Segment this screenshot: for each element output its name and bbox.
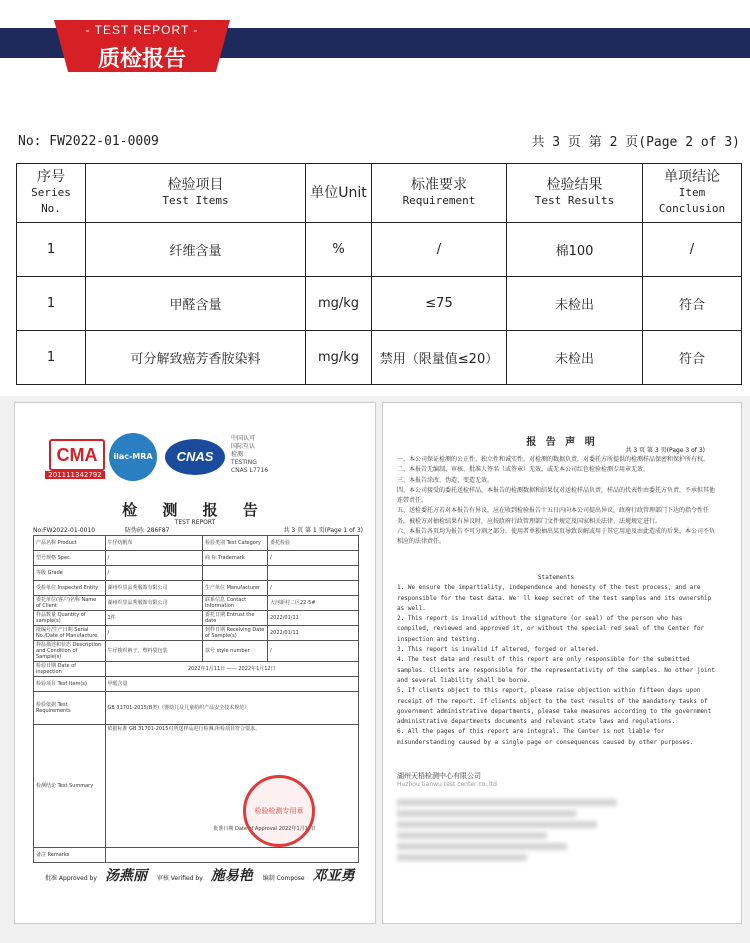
cnas-logo: CNAS [165,439,225,475]
table-row: 等级 Grade / [34,566,359,581]
page-info: 共 3 页 第 2 页(Page 2 of 3) [531,135,740,150]
banner-subtitle: - TEST REPORT - [85,23,199,37]
table-row [17,223,742,277]
header-test-results: 检验结果 Test Results [507,164,643,223]
header-test-items: 检验项目 Test Items [86,164,306,223]
table-row [17,277,742,331]
doc-subtitle: TEST REPORT [174,519,216,526]
cell: mg/kg [306,277,372,331]
statement-title: 报 告 声 明 [526,437,598,448]
cell: ≤75 [372,277,507,331]
cell: / [372,223,507,277]
cell: 未检出 [507,331,643,385]
cell: 棉100 [507,223,643,277]
doc-title: 检 测 报 告 [122,501,268,519]
ilac-mra-logo: ilac-MRA [109,433,157,481]
red-seal-stamp: 检验检测专用章 [243,775,315,847]
cell: 甲醛含量 [86,277,306,331]
cell: mg/kg [306,331,372,385]
table-row: 产品名称 Product 牛仔纺帆布 检验类别 Test Category 委托检验 [34,536,359,551]
cnas-caption: 中国认可 国际互认 检测 TESTING CNAS L7716 [231,435,269,474]
table-row: 样品描述和状态 Description and Condition of Sample(s) 牛仔梭织裤子，塑料袋包装 款号 style number / [34,641,359,662]
table-header-row [17,164,742,223]
cell: 可分解致癌芳香胺染料 [86,331,306,385]
cell: 纤维含量 [86,223,306,277]
statement-page-info: 共 3 页 第 3 页(Page 3 of 3) [625,447,705,454]
table-row [17,331,742,385]
results-table [16,163,742,385]
center-name: 湖州天梧检测中心有限公司 [397,772,481,780]
cell: 1 [17,223,86,277]
header-requirement: 标准要求 Requirement [372,164,507,223]
table-row: 受检单位 Inspected Entity 湖州织里品秀服饰有限公司 生产单位 Manufacturer / [34,581,359,596]
table-row: 样品数量 Quantity of sample(s) 1件 委托日期 Entrust the date 2022/01/11 [34,611,359,626]
header-series: 序号 Series No. [17,164,86,223]
table-row: 批编号/生产日期 Serial No./Date of Manufacture / 到样日期 Receiving Date of Sample(s) 2022/01/11 [34,626,359,641]
table-row: 检验项目 Test Item(s) 甲醛含量 [34,677,359,692]
cell: 禁用（限量值≤20） [372,331,507,385]
table-row: 检验依据 Test Requirements GB 31701-2015(B类)《婴幼儿及儿童纺织产品安全技术规范》 [34,692,359,725]
table-row: 检验日期 Date of inspection 2022年1月11日 —— 2022年1月12日 [34,662,359,677]
table-row: 型号规格 Spec. / 商 标 Trademark / [34,551,359,566]
report-number: No: FW2022-01-0009 [18,134,159,149]
center-name-en: Huzhou tianwu test center co.,ltd [397,781,497,788]
banner-title: 质检报告 [97,47,186,72]
report-page-1 [14,402,376,924]
blurred-contact-info [397,795,647,865]
certification-logos [45,433,345,493]
header-unit: 单位Unit [306,164,372,223]
cell: 1 [17,331,86,385]
cell: 1 [17,277,86,331]
cell: / [643,223,742,277]
report-page-3 [382,402,742,924]
header-conclusion: 单项结论 Item Conclusion [643,164,742,223]
cell: 符合 [643,331,742,385]
table-row: 备注 Remarks [34,848,359,863]
cell: % [306,223,372,277]
cell: 未检出 [507,277,643,331]
signature-line: 批准 Approved by 汤燕丽 审核 Verified by 施易艳 编制 Compose 邓亚勇 [45,868,355,884]
cma-logo: CMA 201111342792 [45,439,105,479]
table-row: 检测结论 Test Summary 依据标准 GB 31701-2015对所送样品进行检测,所检项目符合要求。 批准日期 Date of Approval 2022年1月12日 [34,725,359,848]
doc-meta: No:FW2022-01-0010 防伪码: 286F87 共 3 页 第 1 页(Page 1 of 3) [33,527,363,534]
statement-en: Statements 1. We ensure the impartiality, independence and honesty of the test process, and are responsible for the test data. We' ll keep secret of the test samples and its ownership as well. 2. This report is invalid without the signature (or seal) of the person who has compiled, reviewed and approved it, or without the special red seal of the Center for inspection and testing. 3. This report is invalid if altered, forged or altered. 4. The test data and result of this report are only responsible for the submitted samples. Clients are responsible for the representativity of the samples. No other joint and several liability shall be borne. 5. If clients object to this report, please raise objection within fifteen days upon receipt of the report. If clients object to the test results of the mandatory tasks of government administrative departments, please take measures according to the government administrative departments documents and relevant state laws and regulations. 6. All the pages of this report are integral. The Center is not liable for misunderstanding caused by a single page or consequences caused by other purposes. [397,574,715,746]
table-row: 委托单位(客户)名称 Name of Client 湖州织里品秀服饰有限公司 联系信息 Contact Information 大河新村二区22-5# [34,596,359,611]
cell: 符合 [643,277,742,331]
statement-zh: 一、本公司保证检测的公正性、独立性和诚实性，对检测的数据负责，对委托方所提供的检测样品保密和保护所有权。 二、本报告无编制、审核、批准人签名（或签章）无效，或无本公司红色检验检测专用章无效。 三、本报告涂改、伪造、变造无效。 四、本公司接受的委托送检样品，本报告的检测数据和结果仅对送检样品负责，样品的代表性由委托方负责，不承担其他连带责任。 五、送检委托方若对本报告有异议，应在收到检验报告十五日内向本公司提出异议。政府行政管理部门下达的指令性任务，被检方对抽检结果有异议时，应按政府行政管理部门文件规定及国家相关法律、法规规定进行。 六、本报告各页均为报告不可分割之部分，使用者单独抽出某页导致误解或用于其它用途及由此造成的后果，本公司不负相应的法律责任。 [397,456,716,546]
